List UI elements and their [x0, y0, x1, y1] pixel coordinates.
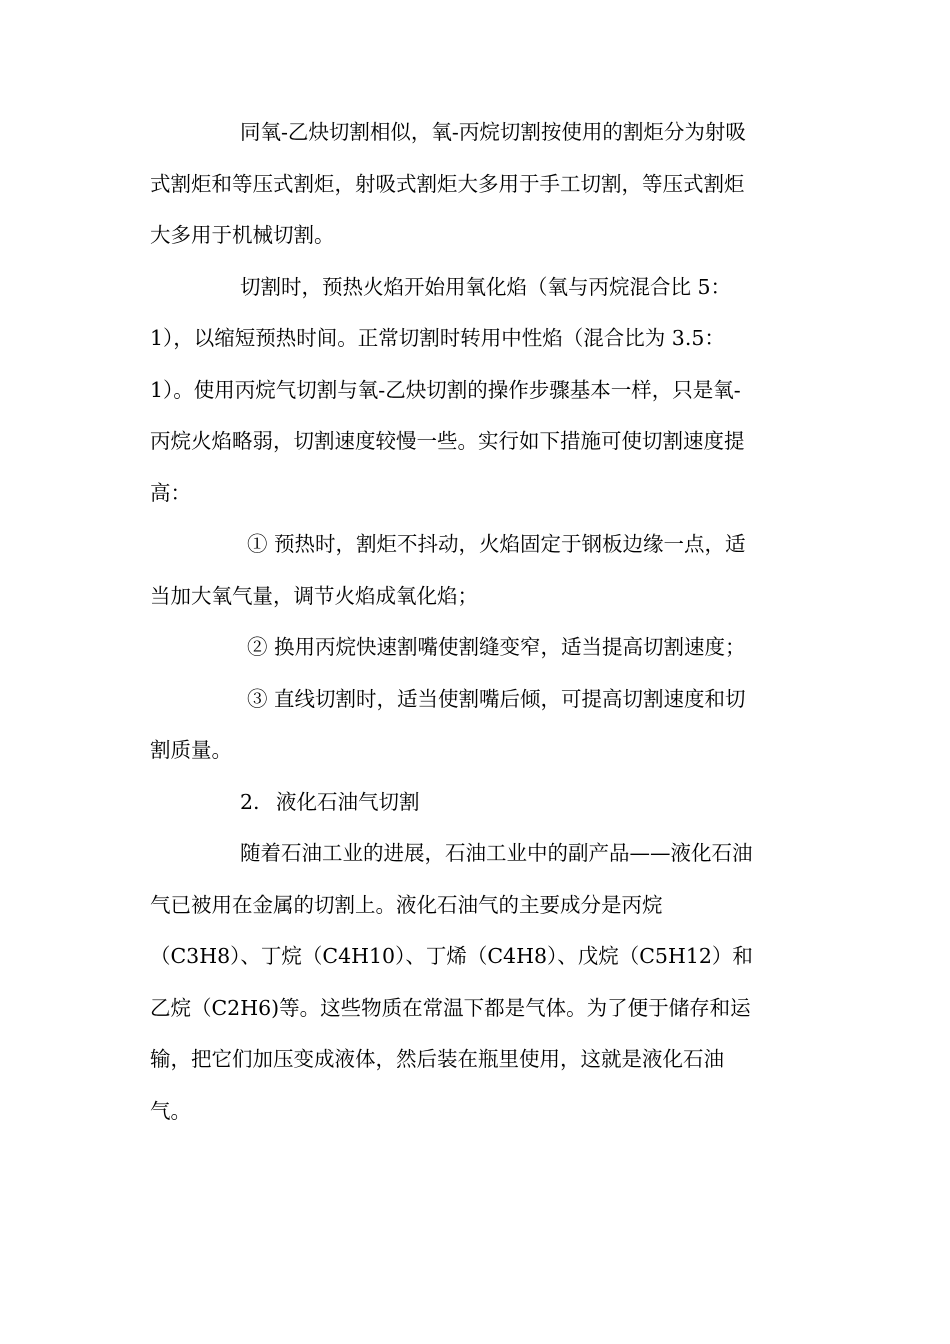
document-body [150, 107, 800, 1137]
paragraph-line: 输，把它们加压变成液体，然后装在瓶里使用，这就是液化石油 [150, 1047, 724, 1071]
paragraph-line: 1），以缩短预热时间。正常切割时转用中性焰（混合比为 3.5： [150, 326, 725, 350]
paragraph-line: 式割炬和等压式割炬，射吸式割炬大多用于手工切割，等压式割炬 [150, 171, 745, 196]
section-heading [150, 777, 800, 829]
paragraph-line: 同氧-乙炔切割相似，氧-丙烷切割按使用的割炬分为射吸 [240, 120, 746, 144]
list-item-line: 割质量。 [150, 738, 232, 762]
paragraph-line: （C3H8）、丁烷（C4H10）、丁烯（C4H8）、戊烷（C5H12）和 [150, 944, 753, 968]
paragraph-line: 丙烷火焰略弱，切割速度较慢一些。实行如下措施可使切割速度提 [150, 429, 745, 453]
list-item-line: ② 换用丙烷快速割嘴使割缝变窄，适当提高切割速度； [247, 635, 746, 659]
paragraph-line: 切割时，预热火焰开始用氧化焰（氧与丙烷混合比 5： [240, 274, 732, 299]
paragraph-lpg [150, 828, 800, 1137]
list-item-line: 当加大氧气量，调节火焰成氧化焰； [150, 583, 478, 608]
paragraph-line: 乙烷（C2H6)等。这些物质在常温下都是气体。为了便于储存和运 [150, 995, 751, 1020]
list-item-straight-cut [150, 674, 800, 777]
paragraph-line: 高： [150, 480, 191, 505]
section-title: 液化石油气切割 [276, 789, 420, 814]
section-number: 2. [240, 789, 260, 814]
paragraph-oxy-propane-intro [150, 107, 800, 262]
paragraph-cutting-flame [150, 262, 800, 520]
paragraph-line: 1）。使用丙烷气切割与氧-乙炔切割的操作步骤基本一样，只是氧- [150, 377, 741, 402]
paragraph-line: 随着石油工业的进展，石油工业中的副产品——液化石油 [240, 841, 753, 865]
paragraph-line: 气。 [150, 1098, 191, 1123]
list-item-line: ③ 直线切割时，适当使割嘴后倾，可提高切割速度和切 [247, 686, 746, 711]
list-item-line: ① 预热时，割炬不抖动，火焰固定于钢板边缘一点，适 [247, 532, 746, 556]
list-item-preheat [150, 519, 800, 622]
paragraph-line: 大多用于机械切割。 [150, 223, 335, 247]
paragraph-line: 气已被用在金属的切割上。液化石油气的主要成分是丙烷 [150, 892, 663, 917]
list-item-nozzle [150, 622, 800, 674]
